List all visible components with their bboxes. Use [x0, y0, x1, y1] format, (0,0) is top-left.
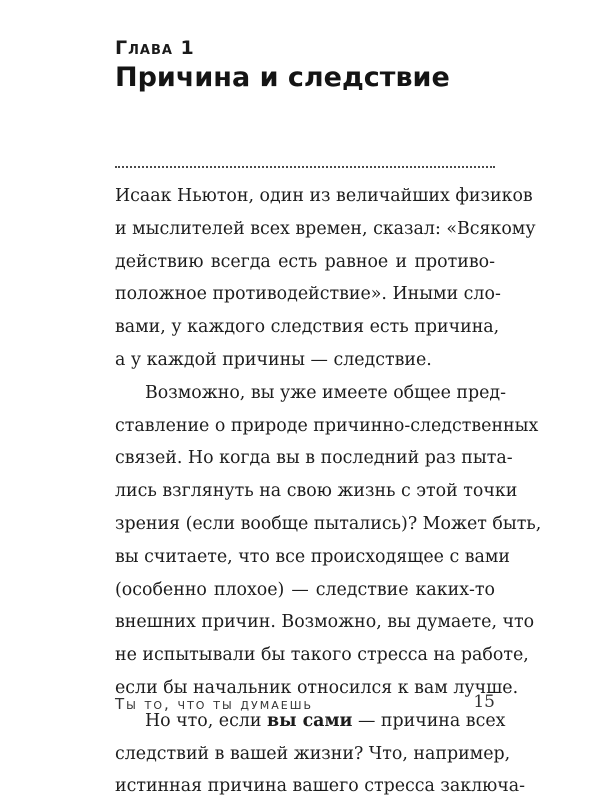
- chapter-label: Глава 1: [115, 37, 195, 59]
- emphasis-text: вы сами: [267, 710, 353, 731]
- text-line: лись взглянуть на свою жизнь с этой точки: [115, 481, 518, 502]
- page-number: 15: [473, 692, 495, 712]
- text-line: связей. Но когда вы в последний раз пыта-: [115, 448, 513, 469]
- dotted-divider: [115, 166, 495, 168]
- text-line: не испытывали бы такого стресса на работе,: [115, 645, 529, 666]
- text-line: ставление о природе причинно-следственных: [115, 415, 539, 436]
- text-line: а у каждой причины — следствие.: [115, 349, 432, 370]
- text-line: вами, у каждого следствия есть причина,: [115, 317, 500, 338]
- text-line: Возможно, вы уже имеете общее пред-: [145, 382, 507, 403]
- paragraph-2: [115, 377, 542, 705]
- text-fragment: — причина всех: [352, 710, 506, 731]
- text-line: и мыслителей всех времен, сказал: «Всякому: [115, 218, 536, 239]
- paragraph-1: [115, 180, 536, 377]
- chapter-title: Причина и следствие: [115, 62, 450, 93]
- text-line: вы считаете, что все происходящее с вами: [115, 546, 511, 567]
- text-line: если бы начальник относился к вам лучше.: [115, 677, 519, 698]
- text-fragment: Но что, если: [145, 710, 268, 731]
- text-line: (особенно плохое) — следствие каких-то: [115, 579, 495, 600]
- text-line: зрения (если вообще пытались)? Может быть,: [115, 513, 542, 534]
- text-line: истинная причина вашего стресса заключа-: [115, 776, 526, 797]
- paragraph-3: [115, 705, 526, 803]
- running-footer-title: Ты то, что ты думаешь: [115, 695, 314, 713]
- text-line: положное противодействие». Иными сло-: [115, 284, 501, 305]
- text-line: действию всегда есть равное и противо-: [115, 251, 495, 272]
- text-line: Исаак Ньютон, один из величайших физиков: [115, 186, 533, 206]
- text-line: внешних причин. Возможно, вы думаете, что: [115, 612, 535, 633]
- text-line: следствий в вашей жизни? Что, например,: [115, 743, 511, 764]
